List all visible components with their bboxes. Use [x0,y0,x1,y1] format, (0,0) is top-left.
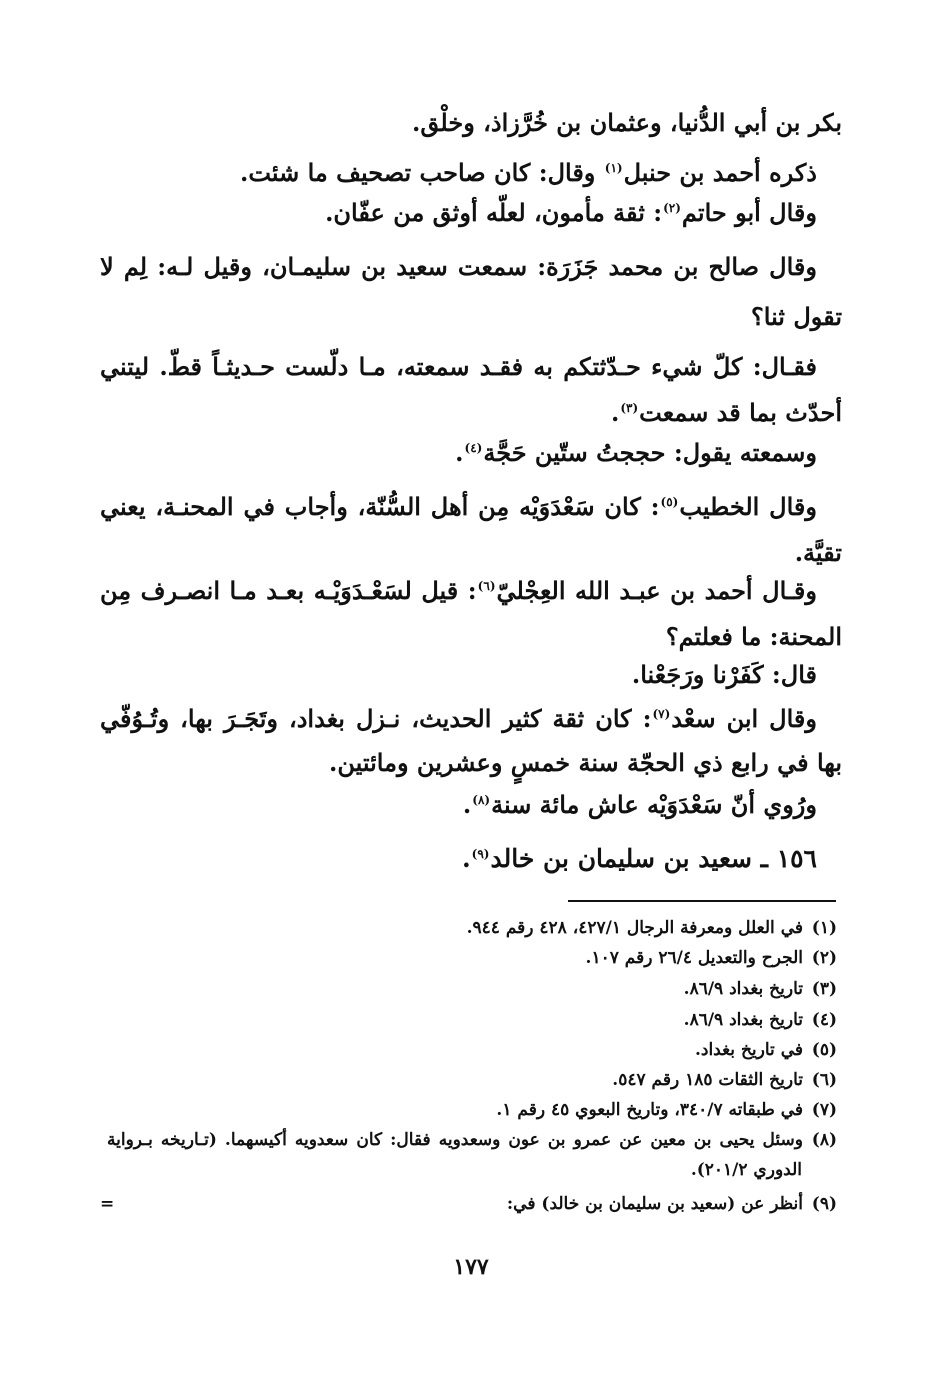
text-line-16: ورُوي أنّ سَعْدَوَيْه عاش مائة سنة$^{(٨)}$. [462,790,817,819]
footnote-5: (٥)في تاريخ بغداد. [694,1040,837,1060]
footnote-ref-3: (٣) [620,401,639,415]
footnote-ref-7: (٧) [652,707,671,721]
footnote-ref-8: (٨) [472,793,491,807]
footnote-ref-6: (٦) [477,579,496,593]
footnote-6: (٦)تاريخ الثقات ١٨٥ رقم ٥٤٧. [612,1070,837,1090]
text-line-13: قال: كَفَرْنا ورَجَعْنا. [631,660,817,689]
text-line-5: تقول ثنا؟ [751,302,842,331]
footnote-1: (١)في العلل ومعرفة الرجال ٤٢٧/١، ٤٢٨ رقم ٩٤٤. [466,918,837,938]
footnote-divider [568,900,836,902]
text-line-9: وقال الخطيب$^{(٥)}$: كان سَعْدَوَيْه مِن أهل السُّنّة، وأجاب في المحنـة، يعني [100,492,817,521]
footnote-ref-4: (٤) [464,441,483,455]
footnote-7: (٧)في طبقاته ٣٤٠/٧، وتاريخ البعوي ٤٥ رقم ١. [496,1100,837,1120]
page-number: ١٧٧ [453,1254,489,1280]
footnote-ref-2: (٢) [663,201,681,215]
text-line-4: وقال صالح بن محمد جَزَرَة: سمعت سعيد بن سليمـان، وقيل لـه: لِم لا [100,252,817,281]
text-line-14: وقال ابن سعْد$^{(٧)}$: كان ثقة كثير الحديث، نـزل بغداد، وتَجَـرَ بها، وتُـوُفّي [100,704,817,733]
entry-heading: ١٥٦ ـ سعيد بن سليمان بن خالد$^{(٩)}$. [461,844,817,873]
footnote-4: (٤)تاريخ بغداد ٨٦/٩. [683,1010,837,1030]
text-line-10: تقيَّة. [794,538,842,567]
text-line-8: وسمعته يقول: حججتُ ستّين حَجَّة$^{(٤)}$. [455,438,817,467]
footnote-9: (٩)أنظر عن (سعيد بن سليمان بن خالد) في: [506,1194,837,1214]
text-line-3: وقال أبو حاتم$^{(٢)}$: ثقة مأمون، لعلّه أوثق من عفّان. [325,198,817,227]
footnote-3: (٣)تاريخ بغداد ٨٦/٩. [683,979,837,999]
footnote-2: (٢)الجرح والتعديل ٢٦/٤ رقم ١٠٧. [585,948,837,968]
text-line-1: بكر بن أبي الدُّنيا، وعثمان بن خُرَّزاذ، وخلْق. [412,108,842,137]
text-line-6: فقـال: كلّ شيء حـدّثتكم به فقـد سمعته، مـا دلّست حـديثـاً قطّ. ليتني [100,352,817,381]
text-line-15: بها في رابع ذي الحجّة سنة خمسٍ وعشرين ومائتين. [329,748,842,777]
continuation-mark: = [100,1194,115,1214]
text-line-7: أحدّث بما قد سمعت$^{(٣)}$. [610,398,842,427]
footnote-ref-5: (٥) [660,495,679,509]
text-line-12: المحنة: ما فعلتم؟ [665,622,842,651]
footnote-8: (٨)وسئل يحيى بن معين عن عمرو بن عون وسعدويه فقال: كان سعدويه أكيسهما. (تـاريخه بـرواية [107,1130,837,1150]
footnote-ref-1: (١) [604,161,623,175]
footnote-ref-9: (٩) [471,846,490,861]
text-line-11: وقـال أحمد بن عبـد الله العِجْليّ$^{(٦)}$: قيل لسَعْـدَوَيْـه بعـد مـا انصـرف مِن [100,576,817,605]
footnote-8-continued: الدوري ٢٠١/٢). [690,1160,802,1180]
text-line-2: ذكره أحمد بن حنبل$^{(١)}$ وقال: كان صاحب تصحيف ما شئت. [239,158,817,187]
